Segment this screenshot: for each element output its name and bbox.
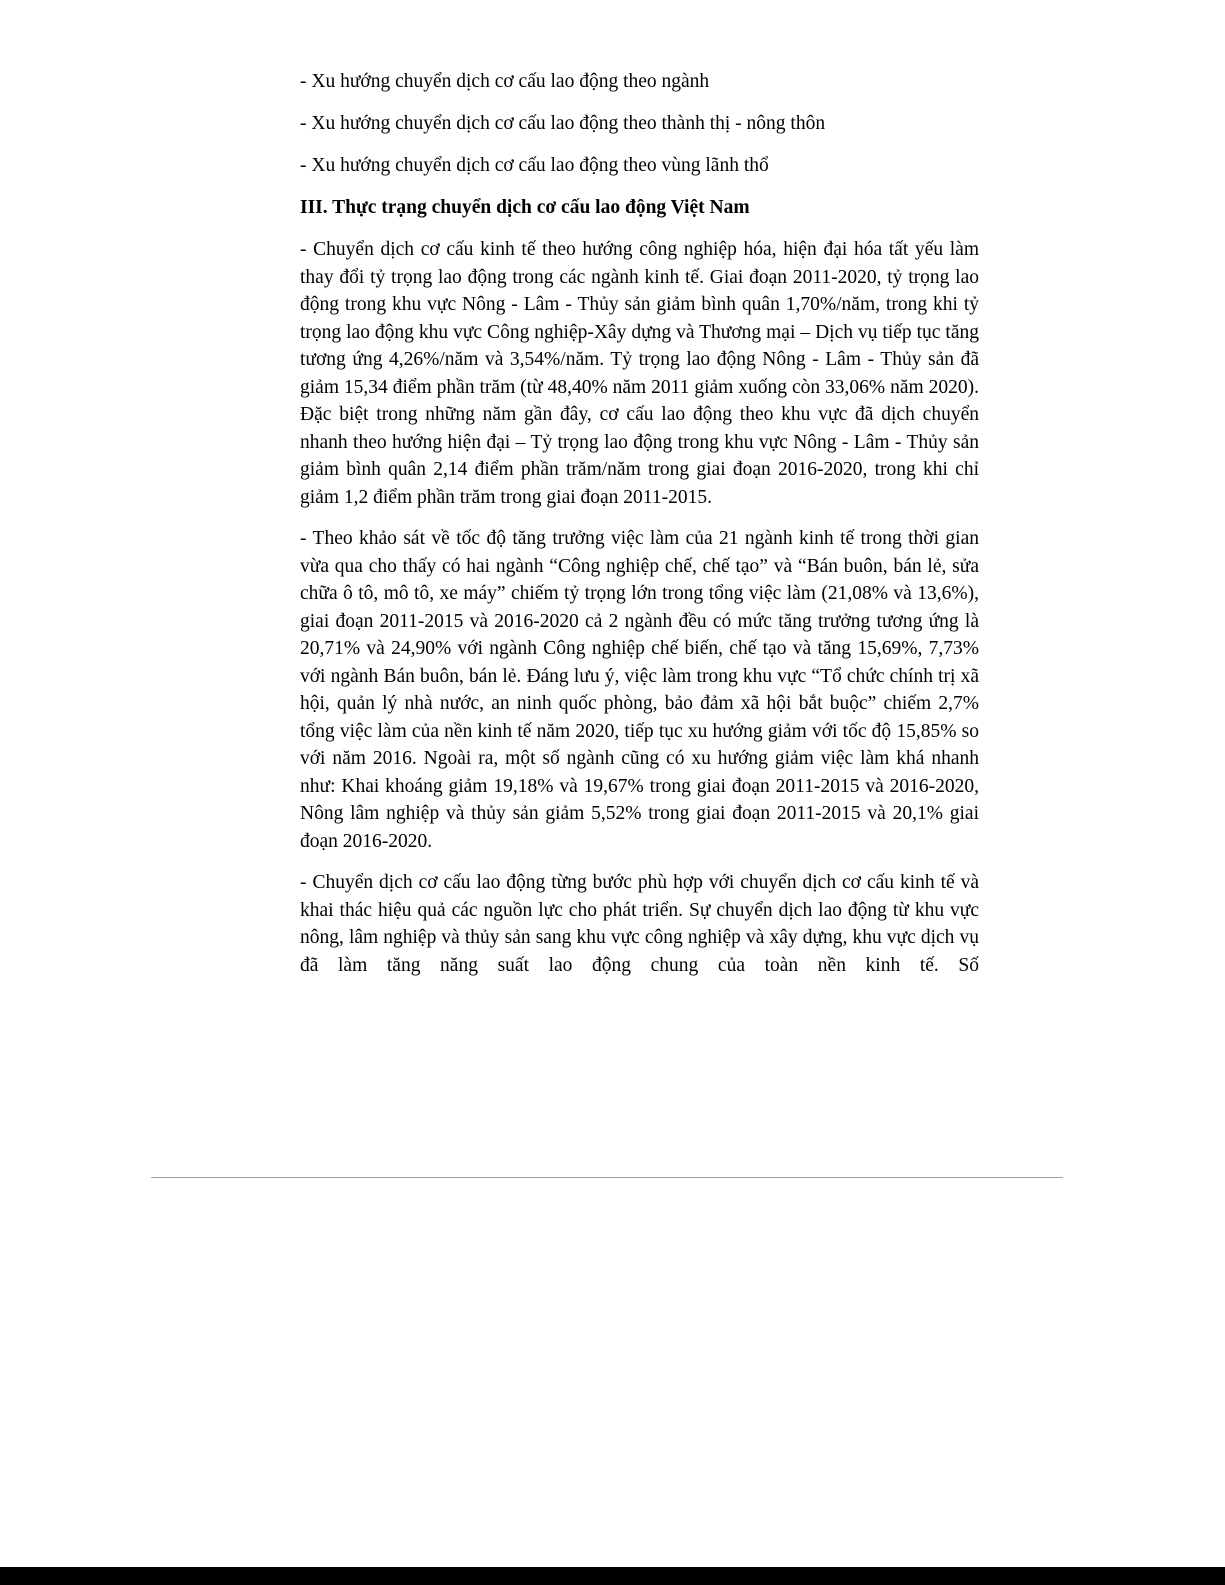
paragraph-employment-growth: - Theo khảo sát về tốc độ tăng trưởng việc làm của 21 ngành kinh tế trong thời gian vừa qua cho thấy có hai ngành “Công nghiệp chế, chế tạo” và “Bán buôn, bán lẻ, sửa chữa ô tô, mô tô, xe máy” chiếm tỷ trọng lớn trong tổng việc làm (21,08% và 13,6%), giai đoạn 2011-2015 và 2016-2020 cả 2 ngành đều có mức tăng trưởng tương ứng là 20,71% và 24,90% với ngành Công nghiệp chế biến, chế tạo và tăng 15,69%, 7,73% với ngành Bán buôn, bán lẻ. Đáng lưu ý, việc làm trong khu vực “Tổ chức chính trị xã hội, quản lý nhà nước, an ninh quốc phòng, bảo đảm xã hội bắt buộc” chiếm 2,7% tổng việc làm của nền kinh tế năm 2020, tiếp tục xu hướng giảm với tốc độ 15,85% so với năm 2016. Ngoài ra, một số ngành cũng có xu hướng giảm việc làm khá nhanh như: Khai khoáng giảm 19,18% và 19,67% trong giai đoạn 2011-2015 và 2016-2020, Nông lâm nghiệp và thủy sản giảm 5,52% trong giai đoạn 2011-2015 và 20,1% giai đoạn 2016-2020. bbox=[300, 528, 979, 852]
paragraph-economic-restructuring: - Chuyển dịch cơ cấu kinh tế theo hướng công nghiệp hóa, hiện đại hóa tất yếu làm thay đổi tỷ trọng lao động trong các ngành kinh tế. Giai đoạn 2011-2020, tỷ trọng lao động trong khu vực Nông - Lâm - Thủy sản giảm bình quân 1,70%/năm, trong khi tỷ trọng lao động khu vực Công nghiệp-Xây dựng và Thương mại – Dịch vụ tiếp tục tăng tương ứng 4,26%/năm và 3,54%/năm. Tỷ trọng lao động Nông - Lâm - Thủy sản đã giảm 15,34 điểm phần trăm (từ 48,40% năm 2011 giảm xuống còn 33,06% năm 2020). Đặc biệt trong những năm gần đây, cơ cấu lao động theo khu vực đã dịch chuyển nhanh theo hướng hiện đại – Tỷ trọng lao động trong khu vực Nông - Lâm - Thủy sản giảm bình quân 2,14 điểm phần trăm/năm trong giai đoạn 2016-2020, trong khi chỉ giảm 1,2 điểm phần trăm trong giai đoạn 2011-2015. bbox=[300, 239, 979, 508]
bottom-edge-bar bbox=[0, 1567, 1225, 1585]
page-divider bbox=[151, 1177, 1063, 1178]
bullet-urban-rural-trend: - Xu hướng chuyển dịch cơ cấu lao động theo thành thị - nông thôn bbox=[300, 113, 826, 134]
document-page bbox=[300, 68, 979, 979]
paragraph-labor-shift: - Chuyển dịch cơ cấu lao động từng bước phù hợp với chuyển dịch cơ cấu kinh tế và khai thác hiệu quả các nguồn lực cho phát triển. Sự chuyển dịch lao động từ khu vực nông, lâm nghiệp và thủy sản sang khu vực công nghiệp và xây dựng, khu vực dịch vụ đã làm tăng năng suất lao động chung của toàn nền kinh tế. Số bbox=[300, 872, 979, 976]
bullet-regional-trend: - Xu hướng chuyển dịch cơ cấu lao động theo vùng lãnh thổ bbox=[300, 155, 769, 176]
section-heading: III. Thực trạng chuyển dịch cơ cấu lao động Việt Nam bbox=[300, 197, 750, 218]
bullet-sector-trend: - Xu hướng chuyển dịch cơ cấu lao động theo ngành bbox=[300, 71, 710, 92]
